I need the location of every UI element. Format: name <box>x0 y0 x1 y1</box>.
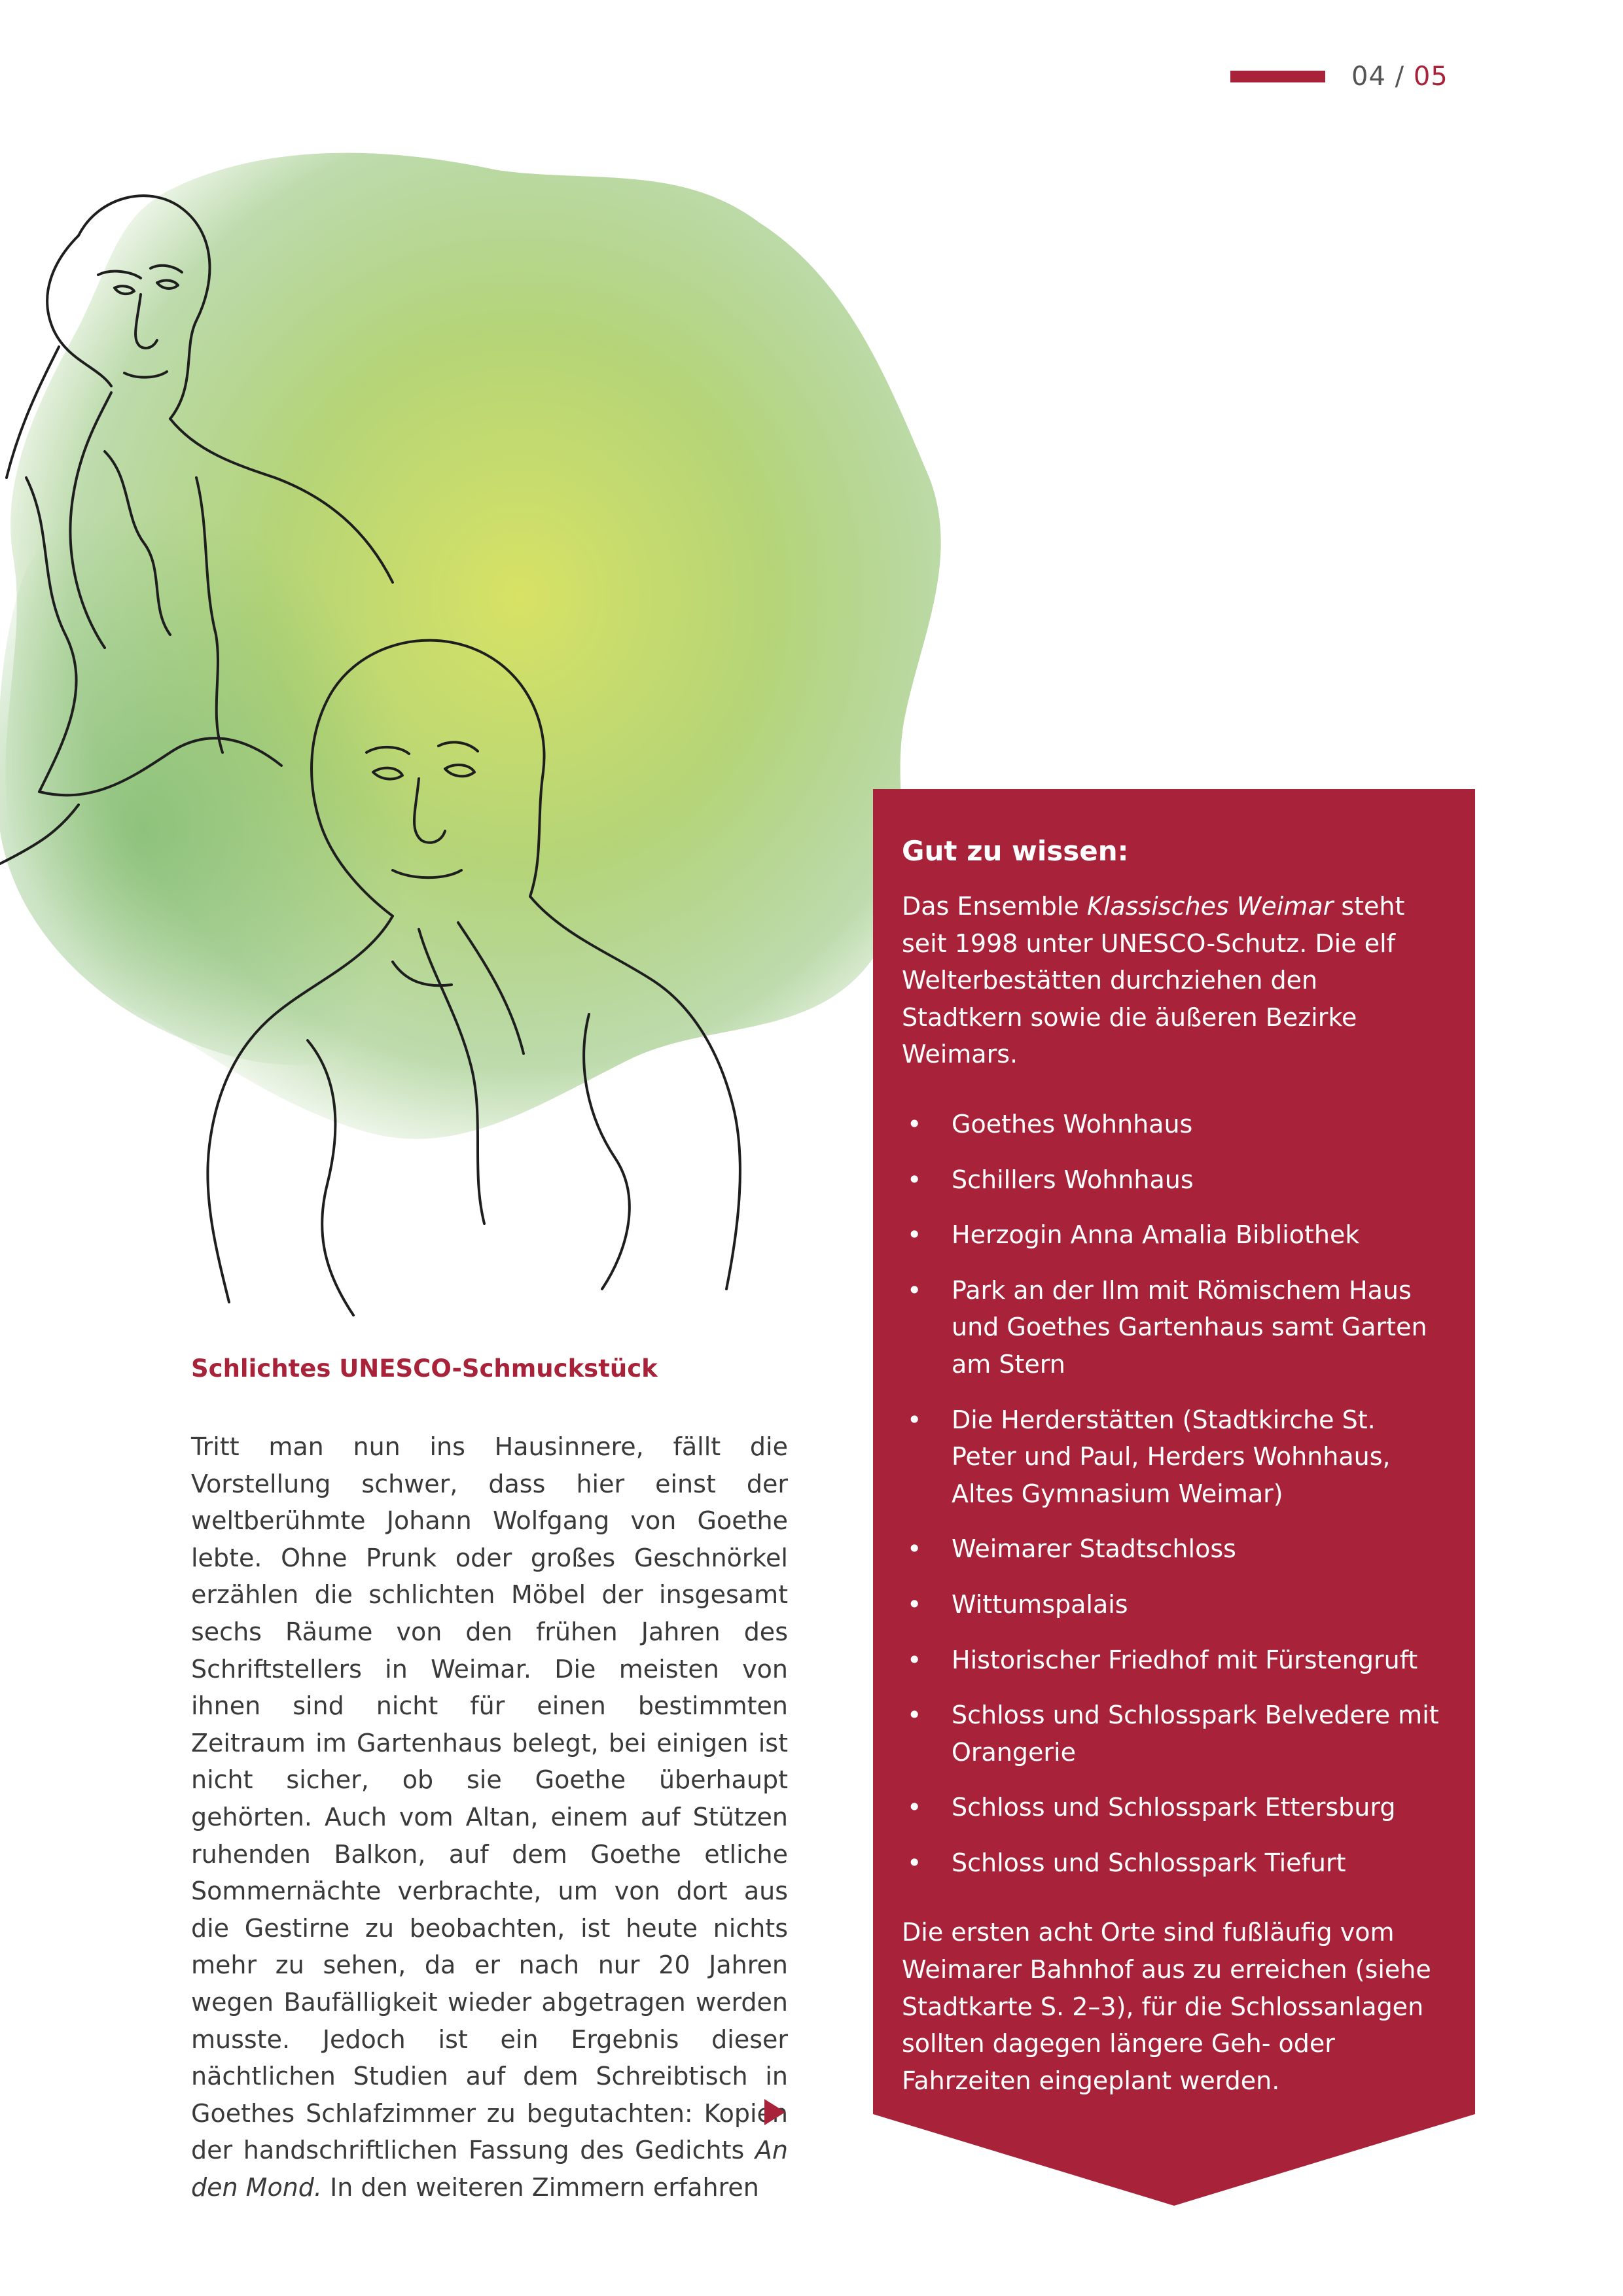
article-body-continued: In den weiteren Zimmern erfahren <box>321 2172 759 2202</box>
site-name: Herzogin Anna Amalia Bibliothek <box>952 1220 1360 1250</box>
bullet-icon: • <box>907 1645 922 1674</box>
bullet-icon: • <box>907 1848 922 1877</box>
bullet-icon: • <box>907 1534 922 1564</box>
bullet-icon: • <box>907 1793 922 1822</box>
page-indicator-bar <box>1230 71 1325 82</box>
list-item <box>902 1697 1445 1771</box>
article-heading: Schlichtes UNESCO-Schmuckstück <box>191 1354 658 1383</box>
ensemble-name: Klassisches Weimar <box>1086 892 1334 921</box>
info-box-outro: Die ersten acht Orte sind fußläufig vom Weimarer Bahnhof aus zu erreichen (siehe Stadtkarte S. 2–3), für die Schlossanlagen sollten dagegen längere Geh- oder Fahrzeiten eingeplant werden. <box>902 1918 1431 2095</box>
list-item <box>902 1586 1445 1623</box>
info-box <box>873 789 1475 2206</box>
portrait-illustration <box>0 111 982 1322</box>
portrait-line-art-icon <box>0 111 982 1322</box>
info-box-content <box>902 835 1445 2099</box>
site-name: Schillers Wohnhaus <box>952 1165 1194 1194</box>
bullet-icon: • <box>907 1109 922 1139</box>
world-heritage-list <box>902 1106 1445 1882</box>
info-box-title: Gut zu wissen: <box>902 835 1129 867</box>
list-item <box>902 1272 1445 1383</box>
site-name: Historischer Friedhof mit Fürstengruft <box>952 1645 1418 1674</box>
page-indicator <box>1230 60 1448 93</box>
list-item <box>902 1402 1445 1513</box>
list-item <box>902 1845 1445 1882</box>
list-item <box>902 1642 1445 1679</box>
list-item <box>902 1161 1445 1199</box>
bullet-icon: • <box>907 1701 922 1730</box>
list-item <box>902 1530 1445 1568</box>
info-box-intro-text: Das Ensemble <box>902 892 1087 921</box>
page-total: 05 <box>1413 62 1448 92</box>
site-name: Park an der Ilm mit Römischem Haus und Goethes Gartenhaus samt Garten am Stern <box>952 1275 1427 1379</box>
bullet-icon: • <box>907 1220 922 1250</box>
site-name: Die Herderstätten (Stadtkirche St. Peter und Paul, Herders Wohnhaus, Altes Gymnasium Weimar) <box>952 1405 1391 1508</box>
bullet-icon: • <box>907 1589 922 1619</box>
continue-arrow-icon[interactable] <box>764 2099 785 2125</box>
site-name: Wittumspalais <box>952 1589 1128 1619</box>
site-name: Weimarer Stadtschloss <box>952 1534 1236 1564</box>
article-body <box>191 1428 788 2206</box>
info-box-intro-text-continued: steht seit 1998 unter UNESCO-Schutz. Die elf Welterbestätten durchziehen den Stadtkern sowie die äußeren Bezirke Weimars. <box>902 892 1405 1069</box>
page-separator: / <box>1395 62 1405 92</box>
site-name: Schloss und Schlosspark Ettersburg <box>952 1793 1396 1822</box>
info-box-intro <box>902 888 1445 1073</box>
bullet-icon: • <box>907 1275 922 1305</box>
page-number <box>1351 62 1448 92</box>
list-item <box>902 1789 1445 1826</box>
site-name: Schloss und Schlosspark Tiefurt <box>952 1848 1346 1877</box>
article <box>191 1354 788 2206</box>
site-name: Goethes Wohnhaus <box>952 1109 1193 1139</box>
page-current: 04 <box>1351 62 1386 92</box>
list-item <box>902 1106 1445 1143</box>
poem-title: An den Mond. <box>191 2136 788 2202</box>
article-body-text: Tritt man nun ins Hausinnere, fällt die Vorstellung schwer, dass hier einst der weltberühmte Johann Wolfgang von Goethe lebte. Ohne Prunk oder großes Geschnörkel erzählen die schlichten Möbel der insgesamt sechs Räume von den frühen Jahren des Schriftstellers in Weimar. Die meisten von ihnen sind nicht für einen bestimmten Zeitraum im Gartenhaus belegt, bei einigen ist nicht sicher, ob sie Goethe überhaupt gehörten. Auch vom Altan, einem auf Stützen ruhenden Balkon, auf dem Goethe etliche Sommernächte verbrachte, um von dort aus die Gestirne zu beobachten, ist heute nichts mehr zu sehen, da er nach nur 20 Jahren wegen Baufälligkeit wieder abgetragen werden musste. Jedoch ist ein Ergebnis dieser nächtlichen Studien auf dem Schreibtisch in Goethes Schlafzimmer zu begutachten: Kopien der handschriftlichen Fassung des Gedichts <box>191 1432 788 2165</box>
site-name: Schloss und Schlosspark Belvedere mit Orangerie <box>952 1701 1439 1767</box>
list-item <box>902 1216 1445 1254</box>
bullet-icon: • <box>907 1405 922 1434</box>
bullet-icon: • <box>907 1165 922 1194</box>
